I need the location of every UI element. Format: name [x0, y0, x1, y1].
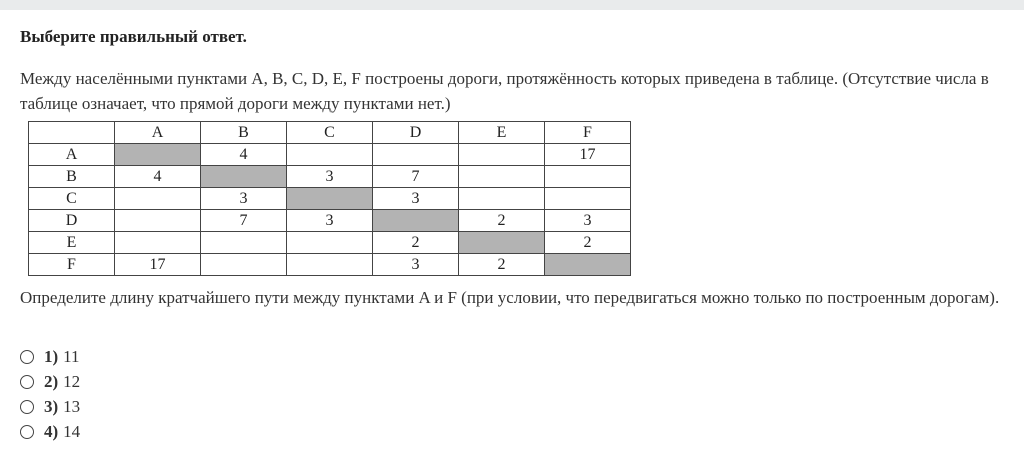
table-cell	[459, 188, 545, 210]
row-header: C	[29, 188, 115, 210]
table-cell: 3	[373, 254, 459, 276]
table-cell: 17	[115, 254, 201, 276]
option-number: 2)	[44, 371, 59, 391]
table-cell	[115, 210, 201, 232]
question-text: Определите длину кратчайшего пути между пунктами A и F (при условии, что передвигаться можно только по построенным дорогам).	[20, 288, 1000, 307]
table-cell	[115, 188, 201, 210]
diagonal-cell	[115, 144, 201, 166]
table-cell: 2	[459, 210, 545, 232]
table-corner-cell	[29, 122, 115, 144]
table-cell: 3	[545, 210, 631, 232]
radio-button[interactable]	[20, 400, 34, 414]
option-value: 14	[63, 421, 81, 441]
task-description: Между населёнными пунктами A, B, C, D, E, F построены дороги, протяжённость которых приведена в таблице. (Отсутствие числа в таблице означает, что прямой дороги между пунктами нет.)	[20, 69, 989, 113]
row-header: B	[29, 166, 115, 188]
task-title: Выберите правильный ответ.	[20, 27, 247, 46]
table-cell	[201, 232, 287, 254]
row-header: D	[29, 210, 115, 232]
table-cell: 2	[545, 232, 631, 254]
table-cell	[201, 254, 287, 276]
answer-option-1[interactable]	[20, 344, 80, 369]
column-header: F	[545, 122, 631, 144]
diagonal-cell	[459, 232, 545, 254]
table-cell: 7	[373, 166, 459, 188]
radio-button[interactable]	[20, 350, 34, 364]
table-row	[29, 232, 631, 254]
table-row	[29, 166, 631, 188]
table-cell: 3	[287, 210, 373, 232]
row-header: F	[29, 254, 115, 276]
table-cell	[459, 144, 545, 166]
option-number: 3)	[44, 396, 59, 416]
table-cell: 2	[373, 232, 459, 254]
option-value: 11	[63, 346, 80, 366]
table-cell: 3	[287, 166, 373, 188]
column-header: E	[459, 122, 545, 144]
option-value: 13	[63, 396, 81, 416]
diagonal-cell	[287, 188, 373, 210]
answer-option-3[interactable]	[20, 394, 80, 419]
table-cell: 17	[545, 144, 631, 166]
table-cell: 3	[373, 188, 459, 210]
table-cell	[459, 166, 545, 188]
table-row	[29, 210, 631, 232]
table-cell	[545, 166, 631, 188]
diagonal-cell	[373, 210, 459, 232]
option-value: 12	[63, 371, 81, 391]
row-header: E	[29, 232, 115, 254]
table-row	[29, 254, 631, 276]
table-cell	[287, 254, 373, 276]
column-header: D	[373, 122, 459, 144]
column-header: C	[287, 122, 373, 144]
diagonal-cell	[545, 254, 631, 276]
table-cell	[287, 232, 373, 254]
row-header: A	[29, 144, 115, 166]
radio-button[interactable]	[20, 425, 34, 439]
radio-button[interactable]	[20, 375, 34, 389]
table-cell: 4	[201, 144, 287, 166]
table-row	[29, 188, 631, 210]
answer-option-2[interactable]	[20, 369, 80, 394]
table-cell	[373, 144, 459, 166]
table-cell: 7	[201, 210, 287, 232]
table-cell: 4	[115, 166, 201, 188]
table-cell	[287, 144, 373, 166]
table-cell: 2	[459, 254, 545, 276]
option-number: 4)	[44, 421, 59, 441]
top-bar	[0, 0, 1024, 10]
column-header: A	[115, 122, 201, 144]
table-cell: 3	[201, 188, 287, 210]
option-number: 1)	[44, 346, 59, 366]
answer-options	[20, 344, 80, 444]
table-header-row	[29, 122, 631, 144]
table-row	[29, 144, 631, 166]
column-header: B	[201, 122, 287, 144]
answer-option-4[interactable]	[20, 419, 80, 444]
table-cell	[545, 188, 631, 210]
distance-table	[28, 121, 631, 276]
table-cell	[115, 232, 201, 254]
diagonal-cell	[201, 166, 287, 188]
